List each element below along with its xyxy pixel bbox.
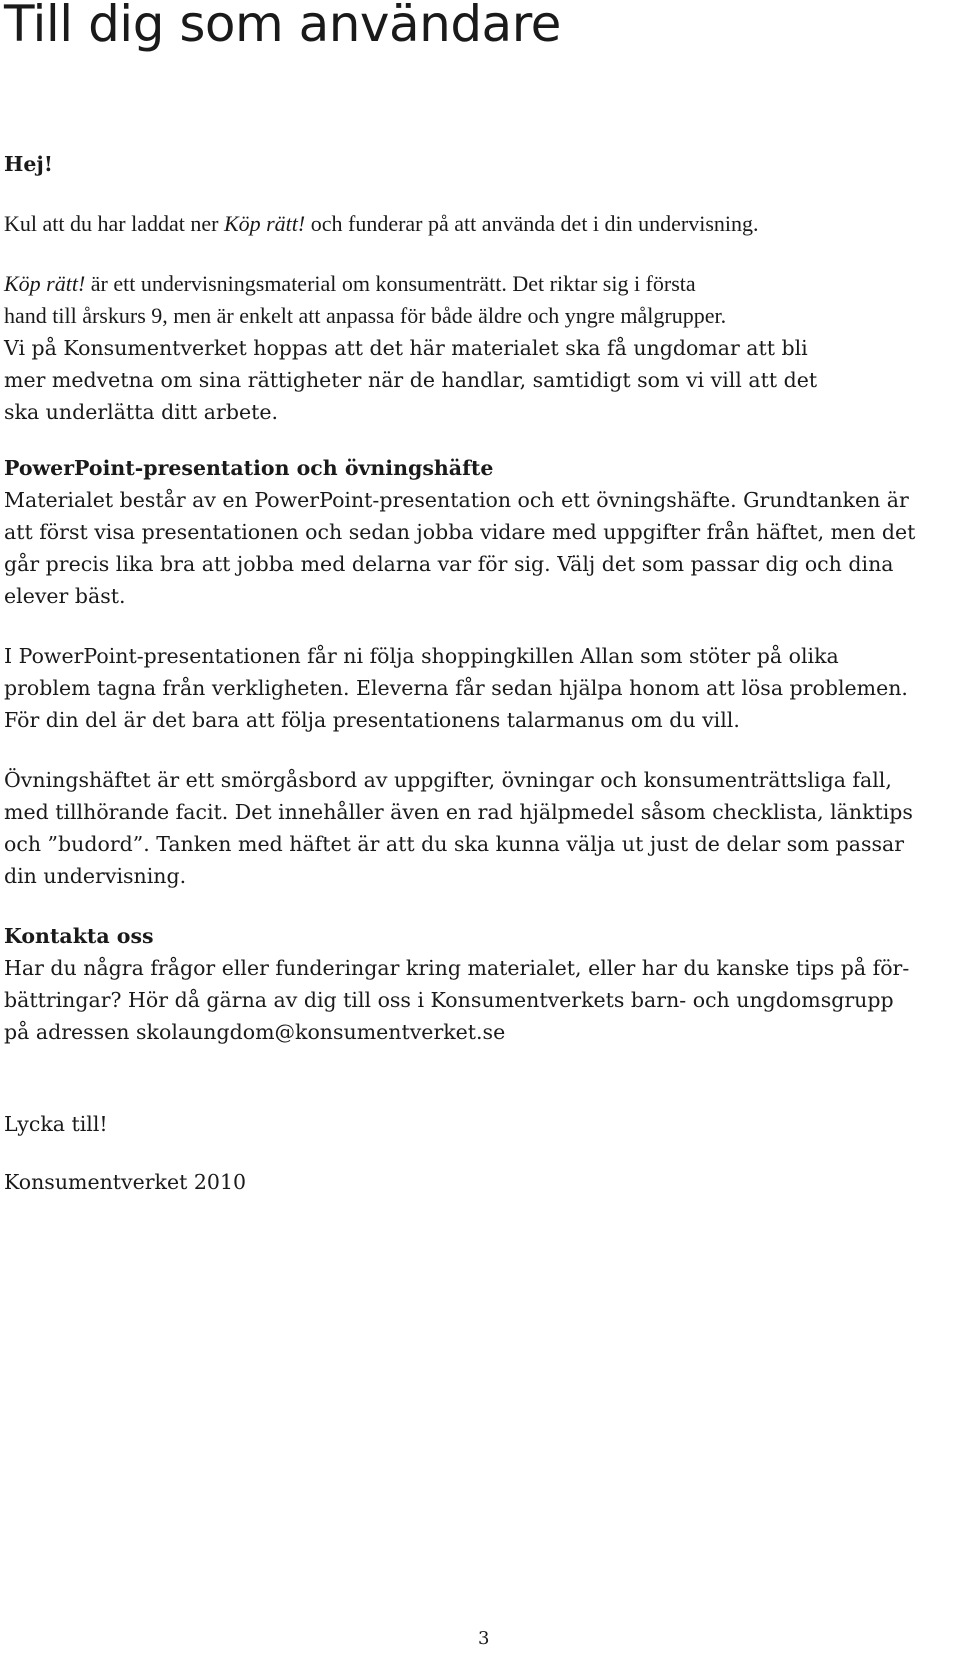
text-line: går precis lika bra att jobba med delarna var för sig. Välj det som passar dig och dina (4, 552, 894, 576)
contact-heading: Kontakta oss (4, 924, 154, 948)
about-paragraph (4, 268, 954, 428)
page-number: 3 (478, 1628, 490, 1649)
text-line: att först visa presentationen och sedan jobba vidare med uppgifter från häftet, men det (4, 520, 916, 544)
about-line-5: ska underlätta ditt arbete. (4, 400, 278, 424)
text-line: elever bäst. (4, 584, 126, 608)
about-line-1 (4, 268, 954, 300)
text-line: Har du några frågor eller funderingar kring materialet, eller har du kanske tips på för- (4, 956, 910, 980)
intro-text: Kul att du har laddat ner (4, 211, 224, 236)
intro-text-rest: och funderar på att använda det i din undervisning. (305, 211, 759, 236)
page-title: Till dig som användare (4, 0, 561, 53)
about-line-2: hand till årskurs 9, men är enkelt att anpassa för både äldre och yngre målgrupper. (4, 303, 727, 328)
closing-text: Lycka till! (4, 1112, 108, 1136)
text-line: För din del är det bara att följa presentationens talarmanus om du vill. (4, 708, 740, 732)
text-line: Övningshäftet är ett smörgåsbord av uppgifter, övningar och konsumenträttsliga fall, (4, 768, 892, 792)
text-line: bättringar? Hör då gärna av dig till oss i Konsumentverkets barn- och ungdomsgrupp (4, 988, 894, 1012)
text-line: med tillhörande facit. Det innehåller även en rad hjälpmedel såsom checklista, länktips (4, 800, 913, 824)
text-line: och ”budord”. Tanken med häftet är att du ska kunna välja ut just de delar som passar (4, 832, 905, 856)
powerpoint-paragraph-3 (4, 764, 954, 892)
about-line-3: Vi på Konsumentverket hoppas att det här materialet ska få ungdomar att bli (4, 336, 808, 360)
powerpoint-heading: PowerPoint-presentation och övningshäfte (4, 456, 494, 480)
intro-paragraph (4, 208, 954, 240)
product-name: Köp rätt! (4, 271, 86, 296)
about-text: är ett undervisningsmaterial om konsumenträtt. Det riktar sig i första (85, 271, 696, 296)
document-body (4, 148, 954, 1198)
powerpoint-paragraph-2 (4, 640, 954, 736)
about-line-4: mer medvetna om sina rättigheter när de handlar, samtidigt som vi vill att det (4, 368, 818, 392)
contact-paragraph (4, 952, 954, 1048)
text-line: din undervisning. (4, 864, 187, 888)
intro-line (4, 208, 954, 240)
text-line: problem tagna från verkligheten. Eleverna får sedan hjälpa honom att lösa problemen. (4, 676, 908, 700)
greeting: Hej! (4, 152, 53, 176)
text-line: I PowerPoint-presentationen får ni följa shoppingkillen Allan som stöter på olika (4, 644, 839, 668)
powerpoint-paragraph-1 (4, 484, 954, 612)
contact-email-line: på adressen skolaungdom@konsumentverket.se (4, 1020, 506, 1044)
signature: Konsumentverket 2010 (4, 1170, 247, 1194)
text-line: Materialet består av en PowerPoint-presentation och ett övningshäfte. Grundtanken är (4, 488, 909, 512)
product-name: Köp rätt! (223, 211, 306, 236)
